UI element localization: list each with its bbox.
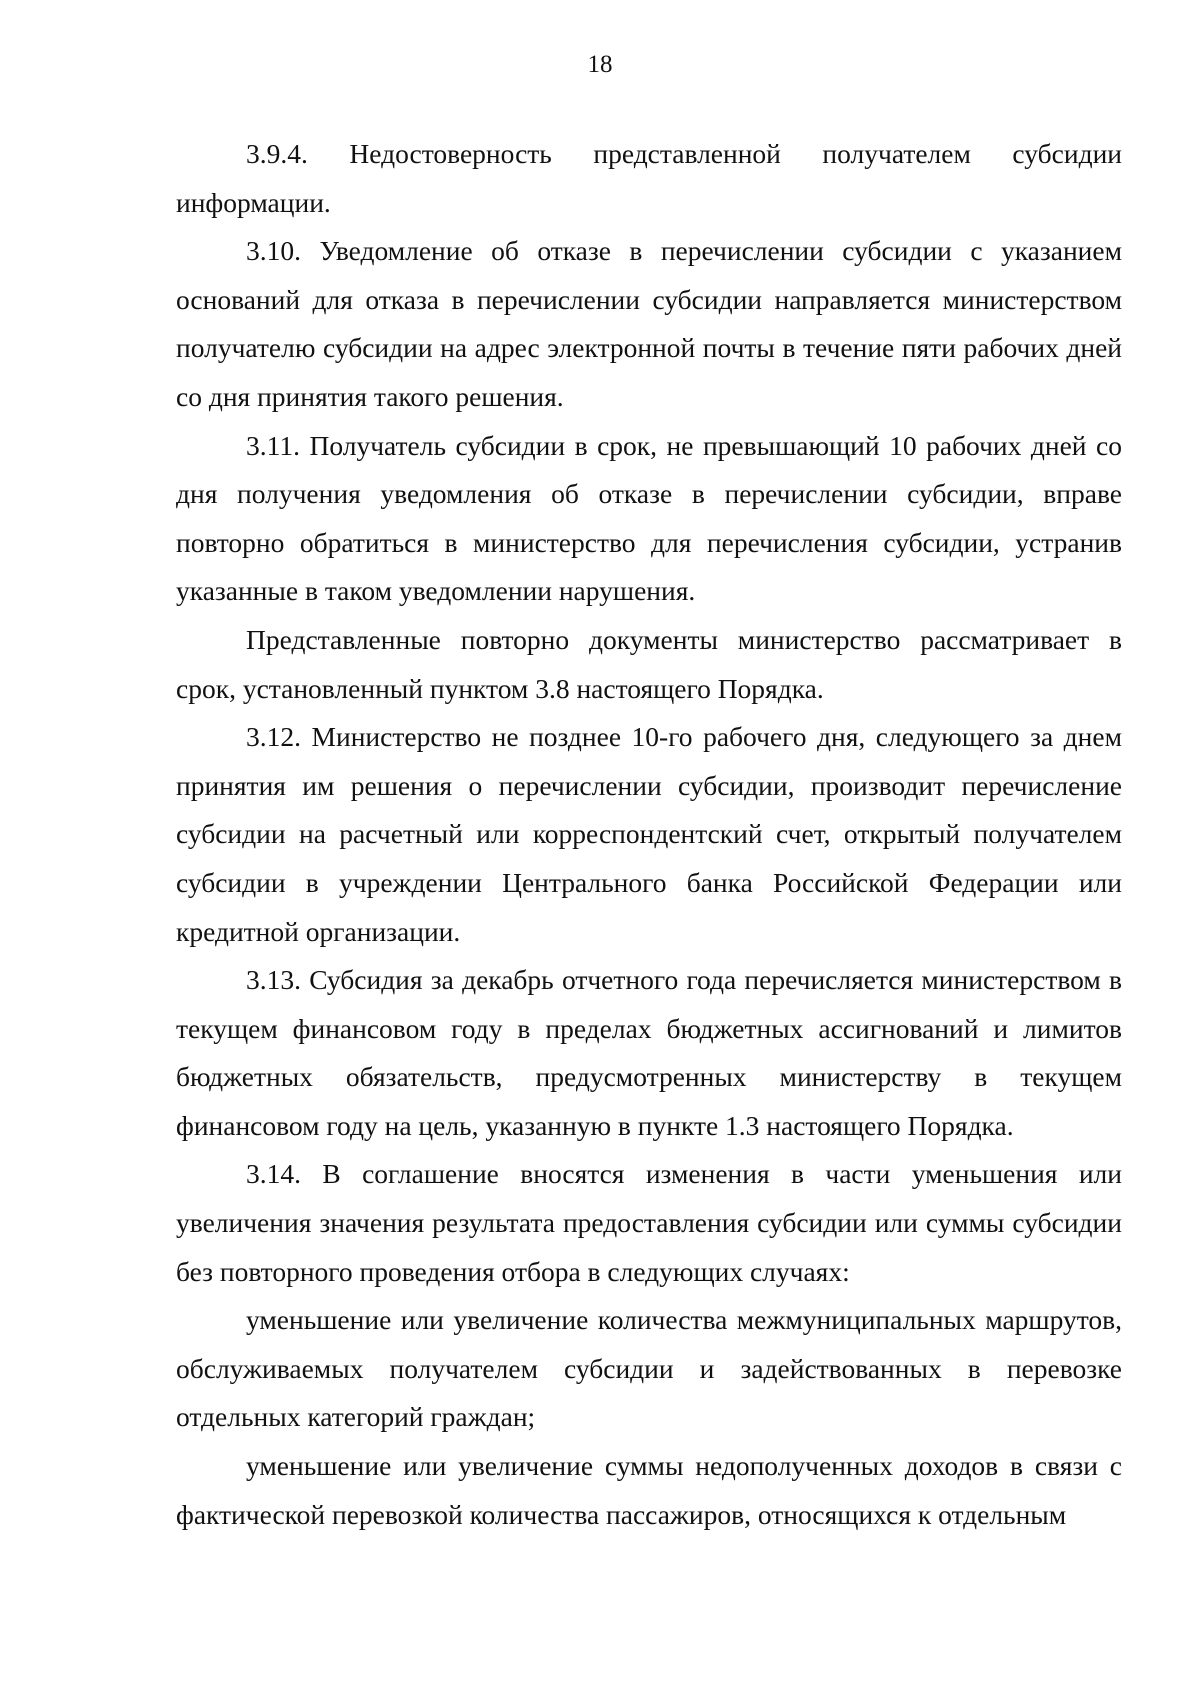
paragraph-3-10: 3.10. Уведомление об отказе в перечислении субсидии с указанием оснований для отказа в перечислении субсидии направляется министерством получателю субсидии на адрес электронной почты в течение пяти рабочих дней со дня принятия такого решения. (176, 235, 1122, 412)
paragraph-3-11: 3.11. Получатель субсидии в срок, не превышающий 10 рабочих дней со дня получения уведомления об отказе в перечислении субсидии, вправе повторно обратиться в министерство для перечисления субсидии, устранив указанные в таком уведомлении нарушения. (176, 429, 1122, 607)
paragraph-3-14-case-revenue: уменьшение или увеличение суммы недополученных доходов в связи с фактической перевозкой количества пассажиров, относящихся к отдельным (176, 1450, 1122, 1530)
paragraph-3-14: 3.14. В соглашение вносятся изменения в части уменьшения или увеличения значения результата предоставления субсидии или суммы субсидии без повторного проведения отбора в следующих случаях: (176, 1158, 1122, 1287)
paragraph-3-11-resubmission: Представленные повторно документы министерство рассматривает в срок, установленный пунктом 3.8 настоящего Порядка. (176, 623, 1122, 704)
paragraph-3-13: 3.13. Субсидия за декабрь отчетного года перечисляется министерством в текущем финансовом году в пределах бюджетных ассигнований и лимитов бюджетных обязательств, предусмотренных министерству в текущем финансовом году на цель, указанную в пункте 1.3 настоящего Порядка. (176, 964, 1122, 1141)
page-number: 18 (587, 51, 613, 78)
document-body (176, 130, 1122, 1539)
paragraph-3-12: 3.12. Министерство не позднее 10-го рабочего дня, следующего за днем принятия им решения о перечислении субсидии, производит перечисление субсидии на расчетный или корреспондентский счет, открытый получателем субсидии в учреждении Центрального банка Российской Федерации или кредитной организации. (176, 721, 1122, 947)
paragraph-3-9-4: 3.9.4. Недостоверность представленной получателем субсидии информации. (176, 138, 1122, 218)
paragraph-3-14-case-routes: уменьшение или увеличение количества межмуниципальных маршрутов, обслуживаемых получателем субсидии и задействованных в перевозке отдельных категорий граждан; (176, 1304, 1122, 1433)
